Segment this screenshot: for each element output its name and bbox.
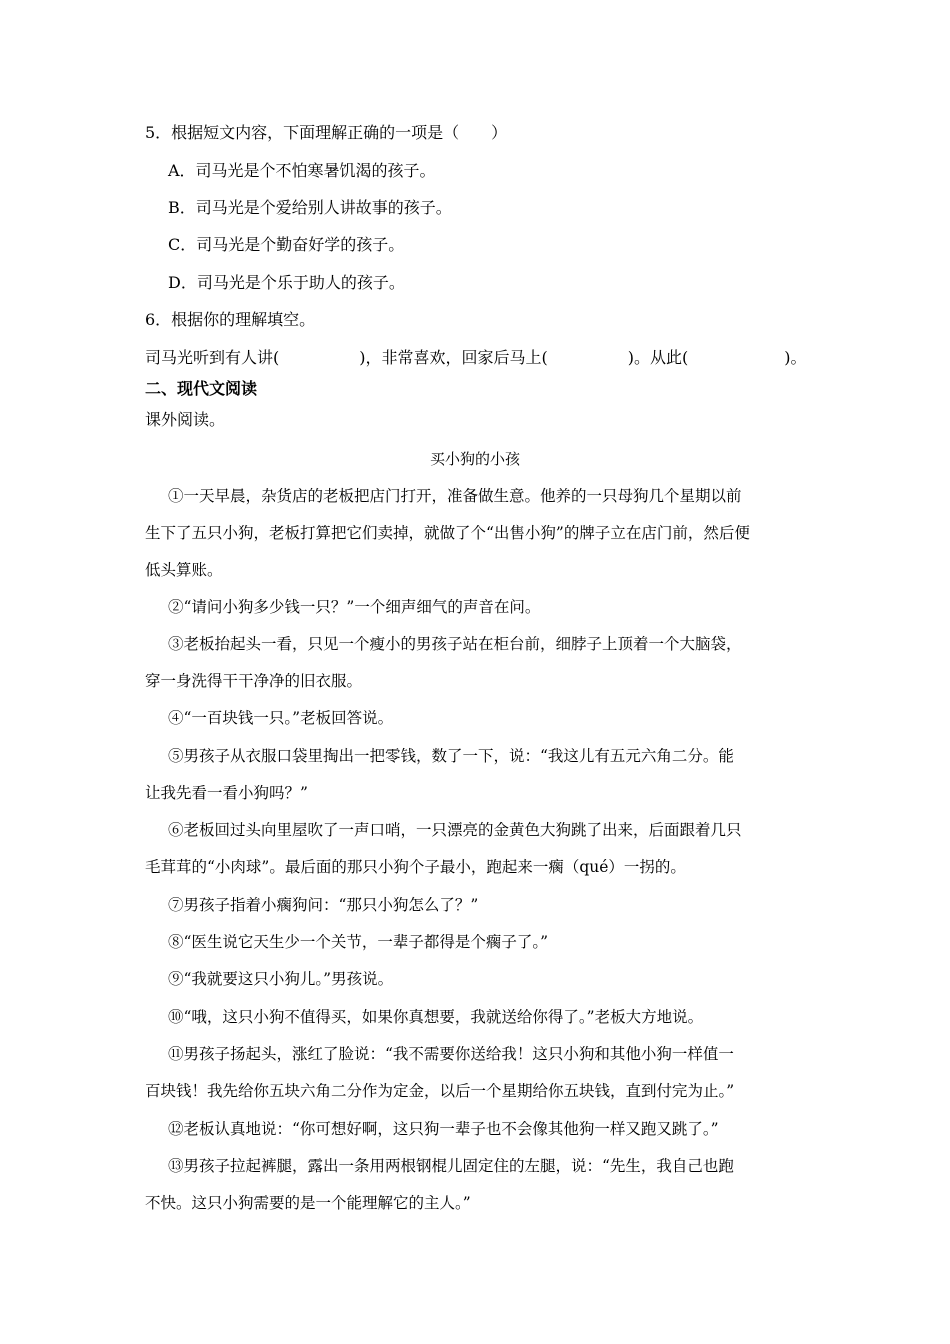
story-line: ⑩“哦，这只小狗不值得买，如果你真想要，我就送给你得了。”老板大方地说。 [168, 1008, 704, 1026]
section-heading: 二、现代文阅读 [145, 379, 258, 398]
story-line: ⑨“我就要这只小狗儿。”男孩说。 [168, 970, 394, 988]
story-line: ②“请问小狗多少钱一只？”一个细声细气的声音在问。 [168, 598, 541, 616]
story-line: ⑧“医生说它天生少一个关节，一辈子都得是个瘸子了。” [168, 933, 549, 951]
section-subheading: 课外阅读。 [145, 410, 226, 429]
question-5-option-b: B．司马光是个爱给别人讲故事的孩子。 [168, 198, 452, 217]
question-5-stem: 5．根据短文内容，下面理解正确的一项是（ ） [145, 123, 508, 142]
story-line: ①一天早晨，杂货店的老板把店门打开，准备做生意。他养的一只母狗几个星期以前 [168, 487, 742, 505]
question-6-stem: 6．根据你的理解填空。 [145, 310, 316, 329]
story-line: ⑦男孩子指着小瘸狗问：“那只小狗怎么了？” [168, 896, 479, 914]
story-line: ⑤男孩子从衣服口袋里掏出一把零钱，数了一下，说：“我这儿有五元六角二分。能 [168, 747, 734, 765]
question-5-option-a: A．司马光是个不怕寒暑饥渴的孩子。 [168, 161, 436, 180]
story-line: 生下了五只小狗，老板打算把它们卖掉，就做了个“出售小狗”的牌子立在店门前，然后便 [145, 524, 750, 542]
story-line: 毛茸茸的“小肉球”。最后面的那只小狗个子最小，跑起来一瘸（qué）一拐的。 [145, 858, 686, 876]
story-line: 穿一身洗得干干净净的旧衣服。 [145, 672, 363, 690]
story-line: 让我先看一看小狗吗？” [145, 784, 308, 802]
story-title: 买小狗的小孩 [429, 450, 520, 468]
story-line: ③老板抬起头一看，只见一个瘦小的男孩子站在柜台前，细脖子上顶着一个大脑袋， [168, 635, 742, 653]
story-line: ⑬男孩子拉起裤腿，露出一条用两根钢棍儿固定住的左腿，说：“先生，我自己也跑 [168, 1157, 734, 1175]
story-line: 低头算账。 [145, 561, 223, 579]
story-line: ⑫老板认真地说：“你可想好啊，这只狗一辈子也不会像其他狗一样又跑又跳了。” [168, 1120, 719, 1138]
story-line: ⑪男孩子扬起头，涨红了脸说：“我不需要你送给我！这只小狗和其他小狗一样值一 [168, 1045, 734, 1063]
story-line: 百块钱！我先给你五块六角二分作为定金，以后一个星期给你五块钱，直到付完为止。” [145, 1082, 735, 1100]
question-5-option-c: C．司马光是个勤奋好学的孩子。 [168, 235, 405, 254]
question-5-option-d: D．司马光是个乐于助人的孩子。 [168, 273, 405, 292]
question-6-fill-blank: 司马光听到有人讲( )，非常喜欢，回家后马上( )。从此( )。 [145, 348, 807, 367]
story-line: 不快。这只小狗需要的是一个能理解它的主人。” [145, 1194, 471, 1212]
story-line: ④“一百块钱一只。”老板回答说。 [168, 709, 394, 727]
story-line: ⑥老板回过头向里屋吹了一声口哨，一只漂亮的金黄色大狗跳了出来，后面跟着几只 [168, 821, 742, 839]
